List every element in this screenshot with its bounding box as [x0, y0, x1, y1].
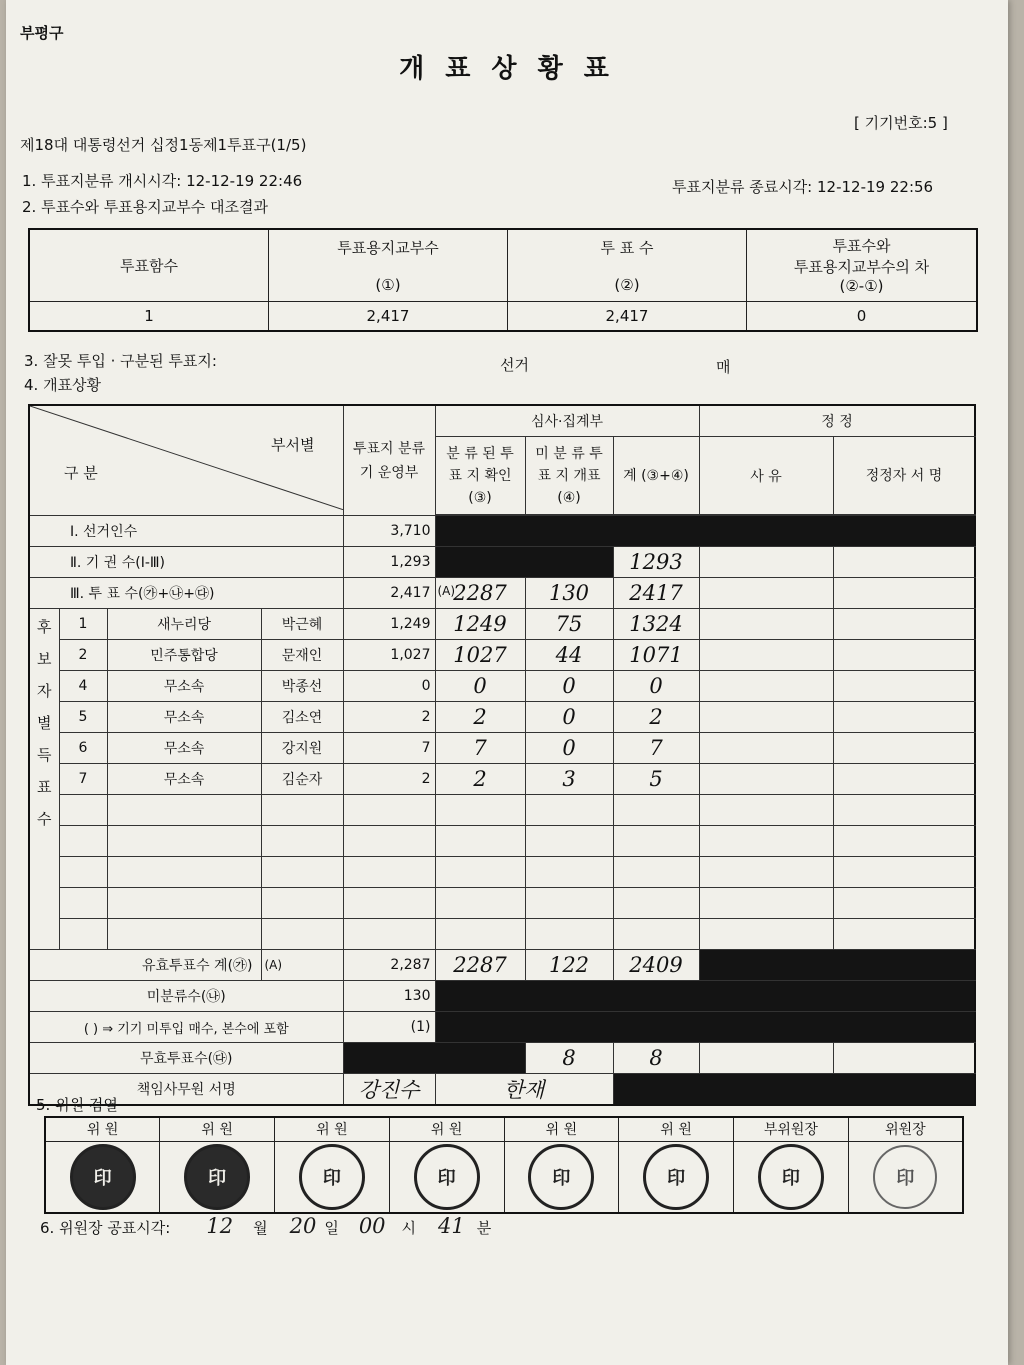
candidate-number: [59, 857, 107, 888]
candidate-sum: [613, 826, 699, 857]
candidate-sorted: 2: [435, 764, 525, 795]
category-label: 구 분: [64, 464, 98, 482]
sort-start-time: 1. 투표지분류 개시시각: 12-12-19 22:46: [22, 172, 303, 190]
blackout: [613, 1074, 975, 1106]
corner-header: [29, 405, 343, 516]
candidate-number: 4: [59, 671, 107, 702]
device-number: [ 기기번호:5 ]: [854, 114, 948, 132]
abstain-label: Ⅱ. 기 권 수(Ⅰ-Ⅲ): [29, 547, 343, 578]
candidate-sum: 1324: [613, 609, 699, 640]
diagonal-line: [30, 406, 344, 510]
candidate-unsorted: 0: [525, 671, 613, 702]
committee-role: 부위원장: [734, 1117, 849, 1141]
count-table: [28, 404, 976, 1106]
signer-cell: [833, 764, 975, 795]
candidate-op: 1,249: [343, 609, 435, 640]
signer-cell: [833, 733, 975, 764]
reason-cell: [699, 826, 833, 857]
table-row: [29, 826, 975, 857]
reason-cell: [699, 764, 833, 795]
seal-stamp: [299, 1144, 365, 1210]
candidate-sum: 5: [613, 764, 699, 795]
candidate-party: 무소속: [107, 671, 261, 702]
candidate-op: [343, 795, 435, 826]
seal-mark: 印: [93, 1167, 112, 1189]
candidate-sum: [613, 857, 699, 888]
candidate-sum: [613, 919, 699, 950]
table-row: [29, 857, 975, 888]
votes-label: Ⅲ. 투 표 수(㉮+㉯+㉰): [29, 578, 343, 609]
side-char: 보: [37, 650, 52, 668]
section-3-election: 선거: [500, 356, 529, 374]
committee-role: 위 원: [619, 1117, 734, 1141]
seal-stamp: [184, 1144, 250, 1210]
side-char: 표: [37, 778, 52, 796]
candidate-name: [261, 888, 343, 919]
empty-cell: [699, 578, 833, 609]
issued-header: 투표용지교부수 (①): [269, 229, 508, 301]
candidate-op: [343, 826, 435, 857]
signer-cell: [833, 640, 975, 671]
document-page: [6, 0, 1008, 1365]
candidate-party: [107, 795, 261, 826]
candidate-sorted: [435, 857, 525, 888]
candidate-name: 강지원: [261, 733, 343, 764]
blackout: [435, 981, 975, 1012]
reason-cell: [699, 640, 833, 671]
announce-hour: 00: [358, 1214, 386, 1238]
candidate-sorted: 1249: [435, 609, 525, 640]
candidate-number: 1: [59, 609, 107, 640]
committee-seal-cell: [160, 1141, 275, 1213]
candidate-party: 무소속: [107, 733, 261, 764]
candidate-party: 무소속: [107, 764, 261, 795]
candidate-name: [261, 857, 343, 888]
votes-count: 2,417: [508, 301, 747, 331]
committee-seal-cell: [389, 1141, 504, 1213]
abstain-value: 1,293: [343, 547, 435, 578]
election-name: 제18대 대통령선거 십정1동제1투표구(1/5): [20, 136, 307, 154]
seal-stamp: [873, 1145, 937, 1209]
signer-cell: [833, 919, 975, 950]
voters-value: 3,710: [343, 516, 435, 547]
valid-unsorted: 122: [525, 950, 613, 981]
candidate-name: [261, 826, 343, 857]
committee-role: 위원장: [848, 1117, 963, 1141]
signer-cell: [833, 702, 975, 733]
issued-count: 2,417: [269, 301, 508, 331]
unsorted-header: 미 분 류 투 표 지 개표(④): [525, 437, 613, 515]
candidate-party: 무소속: [107, 702, 261, 733]
day-unit: 일: [324, 1219, 339, 1237]
votes-header: 투 표 수 (②): [508, 229, 747, 301]
candidate-number: 5: [59, 702, 107, 733]
seal-mark: 印: [208, 1167, 227, 1189]
signer-cell: [833, 888, 975, 919]
correction-header: 정 정: [699, 405, 975, 437]
candidate-party: [107, 857, 261, 888]
valid-marker: (A): [261, 950, 343, 981]
candidate-unsorted: [525, 919, 613, 950]
unsorted-count-value: 130: [343, 981, 435, 1012]
reason-cell: [699, 795, 833, 826]
signature-2: 한재: [435, 1074, 613, 1106]
signature-1: 강진수: [343, 1074, 435, 1106]
candidate-unsorted: [525, 857, 613, 888]
candidate-sum: 7: [613, 733, 699, 764]
candidate-sum: 1071: [613, 640, 699, 671]
candidate-party: 민주통합당: [107, 640, 261, 671]
candidate-unsorted: 44: [525, 640, 613, 671]
votes-unsorted: 130: [525, 578, 613, 609]
announce-month: 12: [206, 1214, 234, 1238]
announce-minute: 41: [438, 1214, 465, 1238]
table-row: [29, 733, 975, 764]
candidate-name: 김순자: [261, 764, 343, 795]
signer-cell: [833, 826, 975, 857]
seal-stamp: [414, 1144, 480, 1210]
valid-sum: 2409: [613, 950, 699, 981]
empty-cell: [833, 547, 975, 578]
candidate-sum: [613, 795, 699, 826]
committee-seal-cell: [504, 1141, 619, 1213]
empty-cell: [699, 547, 833, 578]
reason-cell: [699, 857, 833, 888]
candidate-sum: 0: [613, 671, 699, 702]
candidate-op: 0: [343, 671, 435, 702]
candidate-side-label: [29, 609, 59, 950]
signer-cell: [833, 609, 975, 640]
seal-mark: 印: [437, 1167, 456, 1189]
diff-header: 투표수와 투표용지교부수의 차 (②-①): [747, 229, 978, 301]
committee-role: 위 원: [275, 1117, 390, 1141]
note-value: (1): [343, 1012, 435, 1043]
candidate-unsorted: [525, 888, 613, 919]
candidate-unsorted: 75: [525, 609, 613, 640]
seal-mark: 印: [322, 1167, 341, 1189]
committee-seal-cell: [619, 1141, 734, 1213]
candidate-rows: [29, 609, 975, 950]
candidate-unsorted: [525, 795, 613, 826]
candidate-name: [261, 795, 343, 826]
voters-label: Ⅰ. 선거인수: [29, 516, 343, 547]
invalid-sum: 8: [613, 1043, 699, 1074]
reason-cell: [699, 888, 833, 919]
blackout: [435, 547, 613, 578]
committee-seal-cell: [848, 1141, 963, 1213]
signer-cell: [833, 857, 975, 888]
blackout: [343, 1043, 525, 1074]
committee-seal-cell: [734, 1141, 849, 1213]
announce-time: [40, 1214, 600, 1238]
candidate-op: 1,027: [343, 640, 435, 671]
candidate-name: [261, 919, 343, 950]
candidate-party: [107, 919, 261, 950]
signer-header: 정정자 서 명: [833, 437, 975, 515]
candidate-sorted: 0: [435, 671, 525, 702]
committee-table: [44, 1116, 964, 1214]
candidate-number: [59, 795, 107, 826]
table-row: [29, 888, 975, 919]
diff-count: 0: [747, 301, 978, 331]
side-char: 후: [37, 618, 52, 636]
votes-sum: 2417: [613, 578, 699, 609]
reason-cell: [699, 671, 833, 702]
district-label: 부평구: [20, 24, 64, 42]
votes-value: 2,417: [343, 578, 435, 609]
table-row: [29, 702, 975, 733]
side-char: 득: [37, 746, 52, 764]
candidate-sorted: [435, 795, 525, 826]
hour-unit: 시: [401, 1219, 417, 1237]
side-char: 별: [37, 714, 52, 732]
seal-mark: 印: [781, 1167, 800, 1189]
candidate-sorted: 1027: [435, 640, 525, 671]
reason-cell: [699, 609, 833, 640]
ballot-box-count: 1: [29, 301, 269, 331]
table-row: [29, 795, 975, 826]
seal-mark: 印: [552, 1167, 571, 1189]
candidate-op: [343, 919, 435, 950]
minute-unit: 분: [476, 1219, 492, 1237]
reason-cell: [699, 919, 833, 950]
empty-cell: [699, 1043, 833, 1074]
valid-sorted: 2287: [435, 950, 525, 981]
note-label: ( ) ⇒ 기기 미투입 매수, 본수에 포함: [29, 1012, 343, 1043]
committee-role: 위 원: [504, 1117, 619, 1141]
invalid-unsorted: 8: [525, 1043, 613, 1074]
side-char: 자: [37, 682, 52, 700]
candidate-party: [107, 888, 261, 919]
candidate-sorted: [435, 888, 525, 919]
operator-header: 투표지 분류기 운영부: [343, 405, 435, 516]
committee-role: 위 원: [389, 1117, 504, 1141]
votes-sorted: (A) 2287: [435, 578, 525, 609]
candidate-number: [59, 919, 107, 950]
month-unit: 월: [253, 1219, 268, 1237]
section-2-heading: 2. 투표수와 투표용지교부수 대조결과: [22, 198, 268, 216]
candidate-name: 문재인: [261, 640, 343, 671]
candidate-op: 7: [343, 733, 435, 764]
seal-stamp: [758, 1144, 824, 1210]
section-4-heading: 4. 개표상황: [24, 376, 102, 394]
candidate-number: 6: [59, 733, 107, 764]
seal-mark: 印: [896, 1167, 915, 1189]
table-row: [29, 609, 975, 640]
committee-seal-cell: [275, 1141, 390, 1213]
candidate-op: 2: [343, 702, 435, 733]
candidate-number: 7: [59, 764, 107, 795]
announce-label: 6. 위원장 공표시각:: [40, 1219, 171, 1237]
empty-cell: [833, 1043, 975, 1074]
signer-cell: [833, 671, 975, 702]
seal-stamp: [643, 1144, 709, 1210]
committee-seal-cell: [45, 1141, 160, 1213]
candidate-sorted: 2: [435, 702, 525, 733]
sorted-header: 분 류 된 투 표 지 확인(③): [435, 437, 525, 515]
blackout: [435, 516, 975, 547]
unsorted-count-label: 미분류수(㉯): [29, 981, 343, 1012]
candidate-sum: [613, 888, 699, 919]
announce-day: 20: [289, 1214, 317, 1238]
audit-header: 심사·집계부: [435, 405, 699, 437]
candidate-number: [59, 888, 107, 919]
page-title: 개 표 상 황 표: [399, 54, 615, 84]
candidate-op: 2: [343, 764, 435, 795]
sort-end-time: 투표지분류 종료시각: 12-12-19 22:56: [672, 178, 934, 196]
blackout: [699, 950, 975, 981]
section-3-unit: 매: [716, 358, 731, 376]
reason-cell: [699, 733, 833, 764]
candidate-sorted: [435, 826, 525, 857]
blackout: [435, 1012, 975, 1043]
reason-header: 사 유: [699, 437, 833, 515]
ballot-box-header: 투표함수: [29, 229, 269, 301]
valid-value: 2,287: [343, 950, 435, 981]
candidate-name: 박근혜: [261, 609, 343, 640]
committee-role: 위 원: [160, 1117, 275, 1141]
candidate-op: [343, 857, 435, 888]
candidate-unsorted: [525, 826, 613, 857]
reason-cell: [699, 702, 833, 733]
seal-mark: 印: [667, 1167, 686, 1189]
side-char: 수: [37, 810, 52, 828]
candidate-name: 박종선: [261, 671, 343, 702]
total-header: 계 (③+④): [613, 437, 699, 515]
candidate-number: 2: [59, 640, 107, 671]
candidate-name: 김소연: [261, 702, 343, 733]
seal-stamp: [528, 1144, 594, 1210]
candidate-sorted: 7: [435, 733, 525, 764]
candidate-unsorted: 0: [525, 733, 613, 764]
table-row: [29, 764, 975, 795]
candidate-unsorted: 0: [525, 702, 613, 733]
invalid-label: 무효투표수(㉰): [29, 1043, 343, 1074]
candidate-unsorted: 3: [525, 764, 613, 795]
empty-cell: [833, 578, 975, 609]
candidate-party: [107, 826, 261, 857]
candidate-number: [59, 826, 107, 857]
section-5-heading: 5. 위원 검열: [36, 1096, 118, 1114]
section-3-heading: 3. 잘못 투입 · 구분된 투표지:: [24, 352, 217, 370]
dept-label: 부서별: [271, 436, 315, 454]
valid-label: 유효투표수 계(㉮): [29, 950, 261, 981]
candidate-party: 새누리당: [107, 609, 261, 640]
seal-stamp: [70, 1144, 136, 1210]
signer-cell: [833, 795, 975, 826]
table-row: [29, 919, 975, 950]
table-row: [29, 640, 975, 671]
comparison-table: [28, 228, 978, 332]
table-row: [29, 671, 975, 702]
candidate-sum: 2: [613, 702, 699, 733]
candidate-op: [343, 888, 435, 919]
candidate-sorted: [435, 919, 525, 950]
abstain-sum: 1293: [613, 547, 699, 578]
signature-label: 책임사무원 서명: [29, 1074, 343, 1106]
committee-role: 위 원: [45, 1117, 160, 1141]
